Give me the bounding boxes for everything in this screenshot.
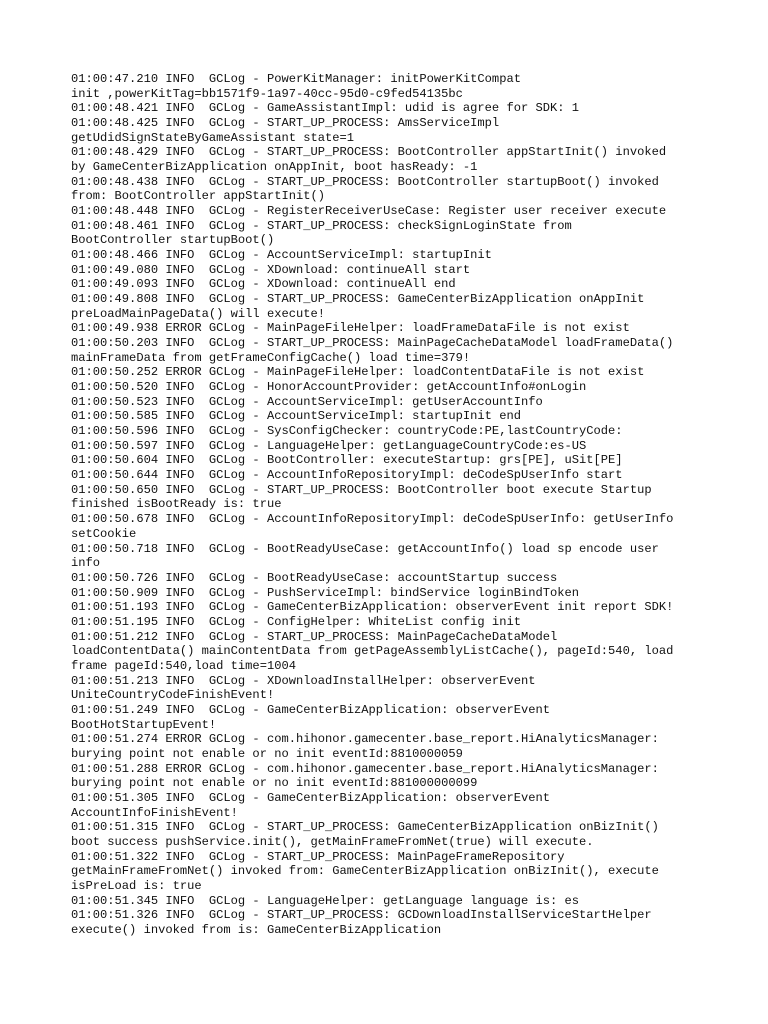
log-line: init ,powerKitTag=bb1571f9-1a97-40cc-95d0-c9fed54135bc — [71, 86, 463, 101]
log-line: execute() invoked from is: GameCenterBizApplication — [71, 922, 442, 937]
log-line: 01:00:51.193 INFO GCLog - GameCenterBizApplication: observerEvent init report SDK! — [71, 600, 674, 615]
log-line: 01:00:48.421 INFO GCLog - GameAssistantImpl: udid is agree for SDK: 1 — [71, 101, 580, 116]
log-line: 01:00:48.429 INFO GCLog - START_UP_PROCESS: BootController appStartInit() invoked — [71, 145, 667, 160]
log-line: 01:00:50.718 INFO GCLog - BootReadyUseCase: getAccountInfo() load sp encode user — [71, 541, 659, 556]
log-line: boot success pushService.init(), getMainFrameFromNet(true) will execute. — [71, 834, 594, 849]
log-line: finished isBootReady is: true — [71, 497, 282, 512]
log-line: 01:00:50.909 INFO GCLog - PushServiceImpl: bindService loginBindToken — [71, 585, 580, 600]
log-line: 01:00:50.726 INFO GCLog - BootReadyUseCase: accountStartup success — [71, 570, 558, 585]
log-line: 01:00:48.438 INFO GCLog - START_UP_PROCESS: BootController startupBoot() invoked — [71, 174, 659, 189]
log-line: 01:00:51.315 INFO GCLog - START_UP_PROCESS: GameCenterBizApplication onBizInit() — [71, 820, 659, 835]
log-line: mainFrameData from getFrameConfigCache() load time=379! — [71, 350, 471, 365]
log-line: from: BootController appStartInit() — [71, 189, 326, 204]
log-line: info — [71, 556, 101, 571]
log-line: 01:00:50.650 INFO GCLog - START_UP_PROCESS: BootController boot execute Startup — [71, 482, 652, 497]
log-line: 01:00:51.212 INFO GCLog - START_UP_PROCESS: MainPageCacheDataModel — [71, 629, 558, 644]
log-line: BootHotStartupEvent! — [71, 717, 217, 732]
log-line: 01:00:48.466 INFO GCLog - AccountServiceImpl: startupInit — [71, 248, 492, 263]
log-line: 01:00:51.326 INFO GCLog - START_UP_PROCESS: GCDownloadInstallServiceStartHelper — [71, 908, 652, 923]
log-line: preLoadMainPageData() will execute! — [71, 306, 326, 321]
log-line: burying point not enable or no init eventId:8810000059 — [71, 746, 463, 761]
log-line: 01:00:51.322 INFO GCLog - START_UP_PROCESS: MainPageFrameRepository — [71, 849, 565, 864]
log-line: 01:00:50.597 INFO GCLog - LanguageHelper: getLanguageCountryCode:es-US — [71, 438, 587, 453]
log-line: UniteCountryCodeFinishEvent! — [71, 688, 275, 703]
log-line: 01:00:50.644 INFO GCLog - AccountInfoRepositoryImpl: deCodeSpUserInfo start — [71, 468, 623, 483]
log-line: 01:00:50.585 INFO GCLog - AccountServiceImpl: startupInit end — [71, 409, 521, 424]
log-line: 01:00:51.249 INFO GCLog - GameCenterBizApplication: observerEvent — [71, 702, 550, 717]
log-line: loadContentData() mainContentData from getPageAssemblyListCache(), pageId:540, load — [71, 644, 674, 659]
log-line: setCookie — [71, 526, 137, 541]
log-line: getUdidSignStateByGameAssistant state=1 — [71, 130, 355, 145]
log-line: 01:00:50.203 INFO GCLog - START_UP_PROCESS: MainPageCacheDataModel loadFrameData() — [71, 336, 674, 351]
log-line: 01:00:50.596 INFO GCLog - SysConfigChecker: countryCode:PE,lastCountryCode: — [71, 424, 623, 439]
log-line: 01:00:48.425 INFO GCLog - START_UP_PROCESS: AmsServiceImpl — [71, 116, 500, 131]
log-line: 01:00:51.274 ERROR GCLog - com.hihonor.gamecenter.base_report.HiAnalyticsManager: — [71, 732, 659, 747]
log-line: AccountInfoFinishEvent! — [71, 805, 238, 820]
log-line: 01:00:51.345 INFO GCLog - LanguageHelper: getLanguage language is: es — [71, 893, 580, 908]
log-line: 01:00:47.210 INFO GCLog - PowerKitManager: initPowerKitCompat — [71, 72, 521, 86]
log-line: 01:00:49.093 INFO GCLog - XDownload: continueAll end — [71, 277, 456, 292]
log-line: frame pageId:540,load time=1004 — [71, 658, 296, 673]
log-line: 01:00:50.678 INFO GCLog - AccountInfoRepositoryImpl: deCodeSpUserInfo: getUserInfo — [71, 512, 674, 527]
log-line: 01:00:49.938 ERROR GCLog - MainPageFileHelper: loadFrameDataFile is not exist — [71, 321, 630, 336]
log-line: 01:00:49.808 INFO GCLog - START_UP_PROCESS: GameCenterBizApplication onAppInit — [71, 292, 645, 307]
log-line: 01:00:51.305 INFO GCLog - GameCenterBizApplication: observerEvent — [71, 790, 550, 805]
log-text-block — [71, 72, 711, 938]
log-line: 01:00:50.252 ERROR GCLog - MainPageFileHelper: loadContentDataFile is not exist — [71, 365, 645, 380]
log-line: 01:00:50.520 INFO GCLog - HonorAccountProvider: getAccountInfo#onLogin — [71, 380, 587, 395]
log-line: 01:00:50.604 INFO GCLog - BootController: executeStartup: grs[PE], uSit[PE] — [71, 453, 623, 468]
log-line: 01:00:51.195 INFO GCLog - ConfigHelper: WhiteList config init — [71, 614, 521, 629]
log-line: 01:00:48.448 INFO GCLog - RegisterReceiverUseCase: Register user receiver execute — [71, 204, 667, 219]
log-line: isPreLoad is: true — [71, 878, 202, 893]
log-line: 01:00:50.523 INFO GCLog - AccountServiceImpl: getUserAccountInfo — [71, 394, 543, 409]
log-line: 01:00:48.461 INFO GCLog - START_UP_PROCESS: checkSignLoginState from — [71, 218, 572, 233]
log-line: 01:00:51.213 INFO GCLog - XDownloadInstallHelper: observerEvent — [71, 673, 536, 688]
log-line: 01:00:49.080 INFO GCLog - XDownload: continueAll start — [71, 262, 471, 277]
log-line: by GameCenterBizApplication onAppInit, boot hasReady: -1 — [71, 160, 478, 175]
log-line: 01:00:51.288 ERROR GCLog - com.hihonor.gamecenter.base_report.HiAnalyticsManager: — [71, 761, 659, 776]
log-line: BootController startupBoot() — [71, 233, 275, 248]
log-line: burying point not enable or no init eventId:881000000099 — [71, 776, 478, 791]
log-line: getMainFrameFromNet() invoked from: GameCenterBizApplication onBizInit(), execute — [71, 864, 659, 879]
